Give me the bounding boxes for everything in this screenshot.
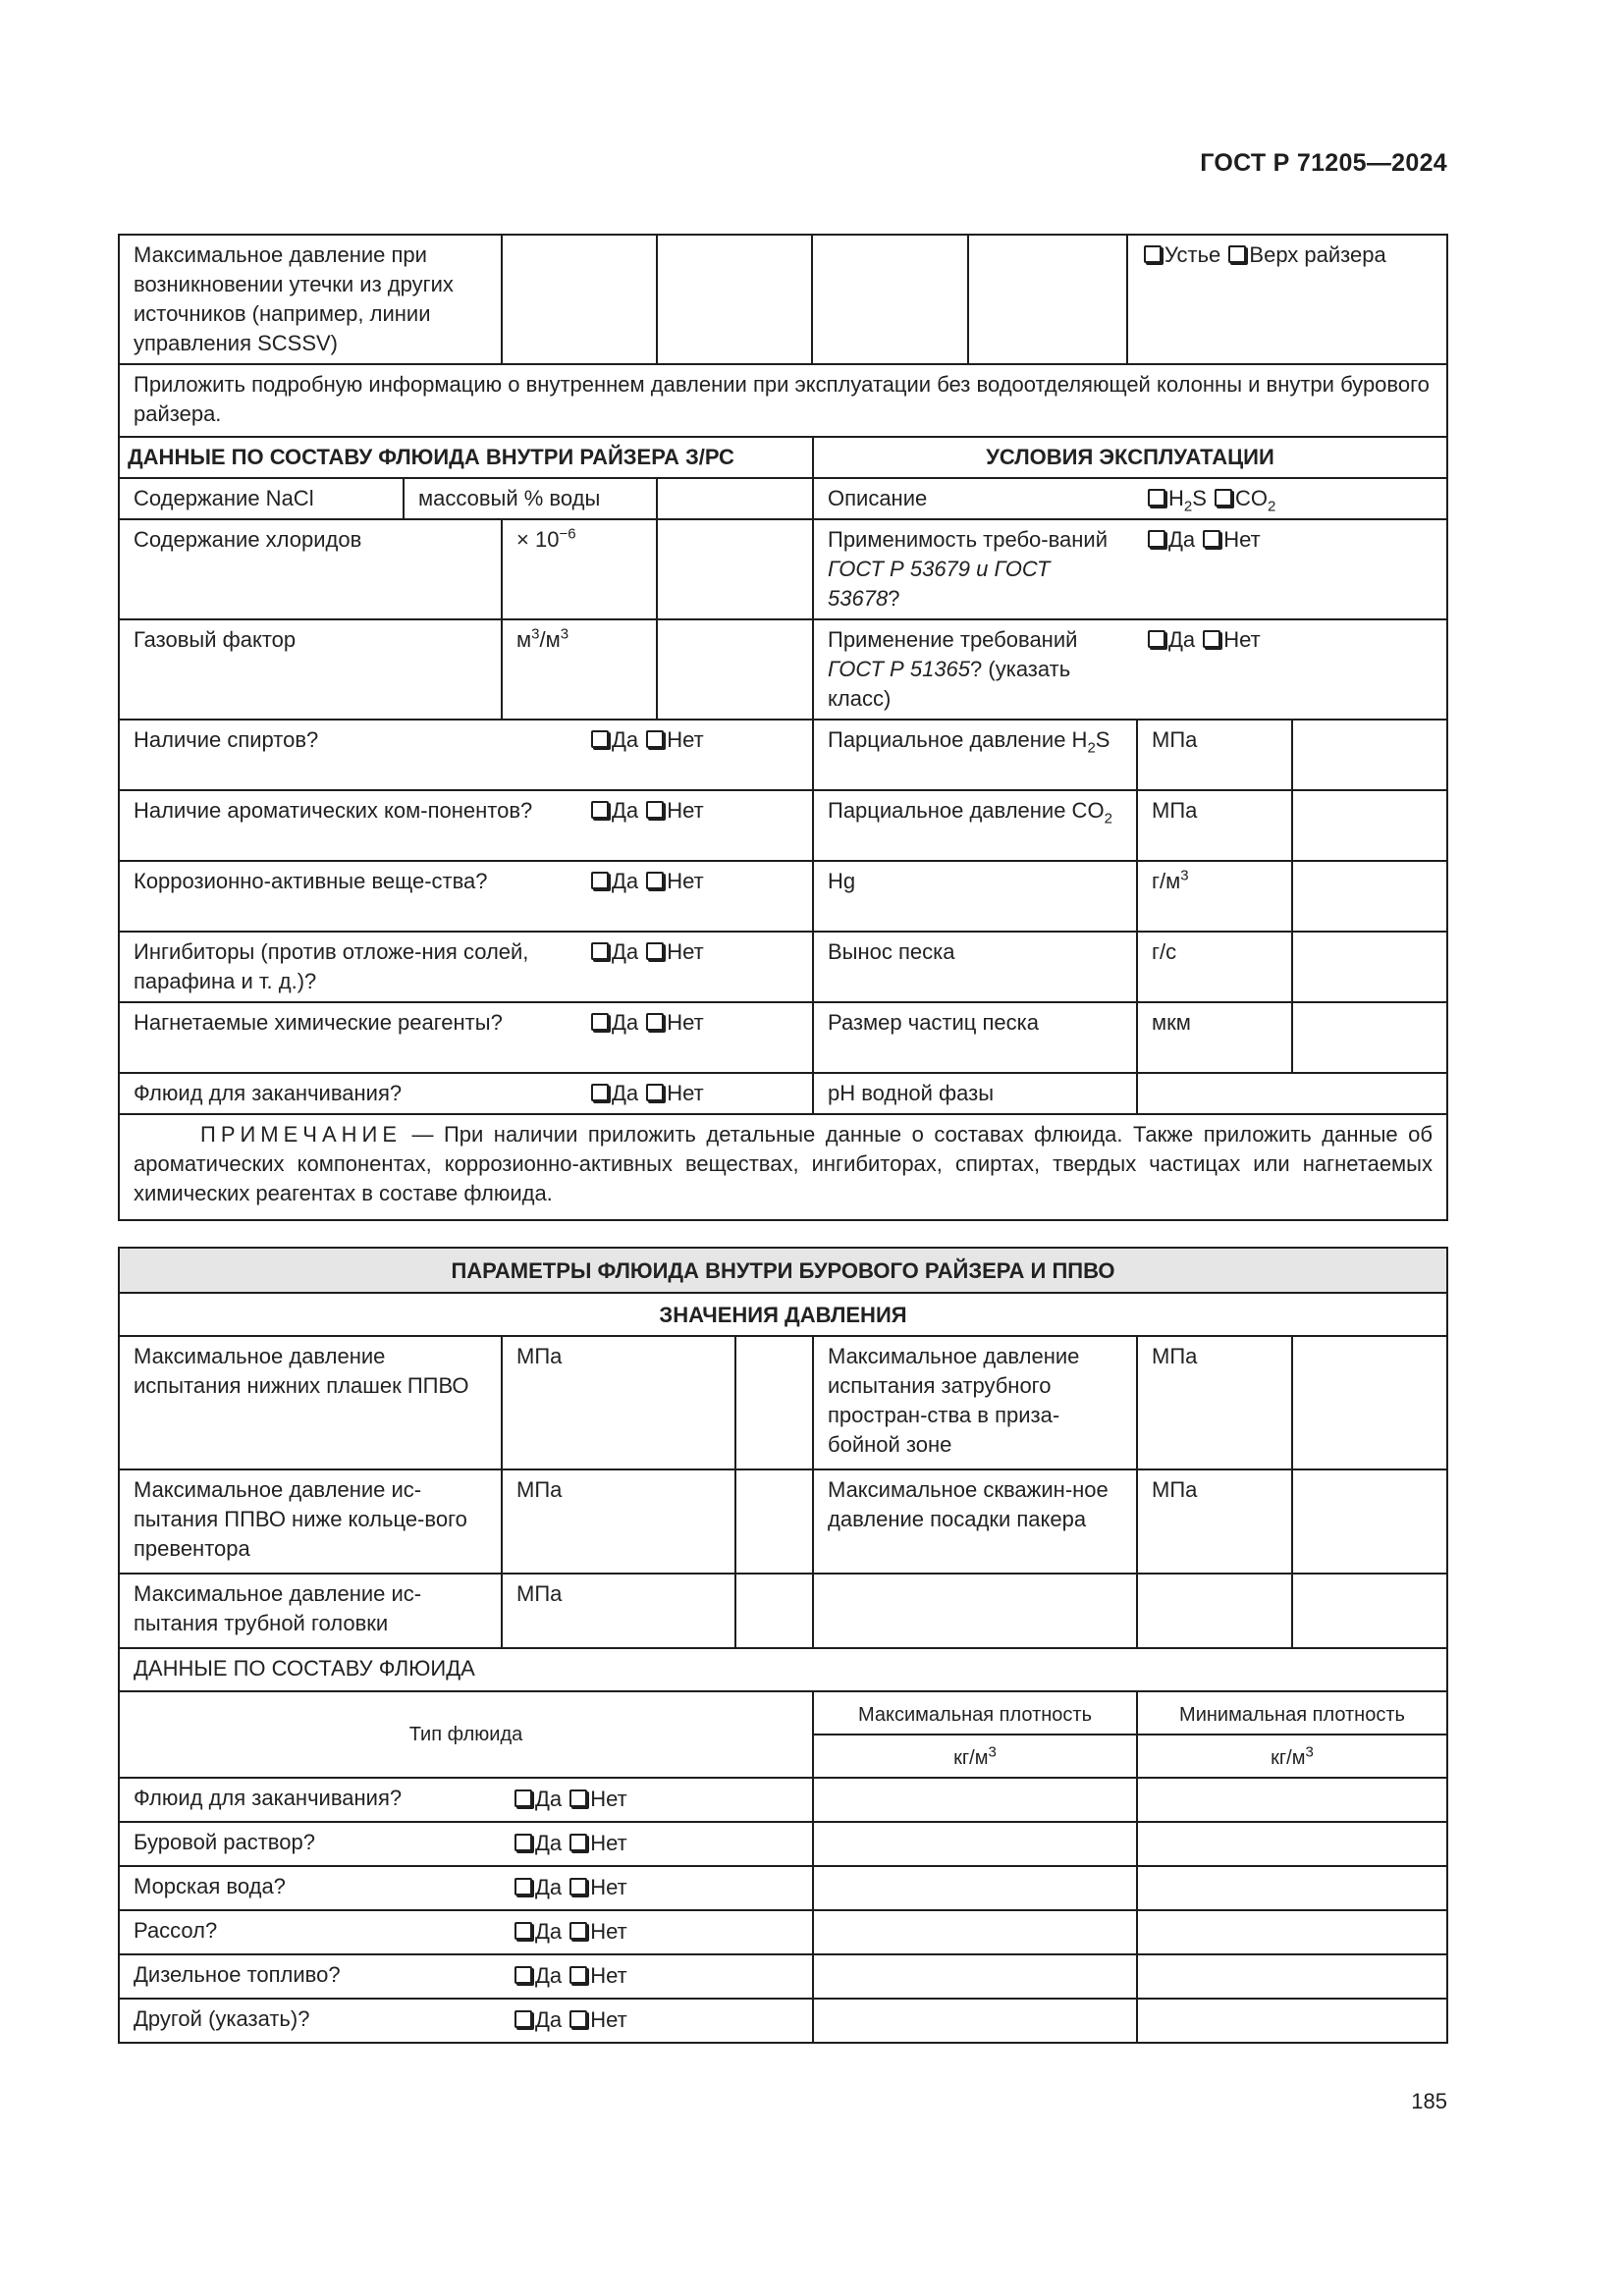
min-density-value[interactable] — [1136, 1865, 1448, 1911]
pressure-label: Максимальное давление испытания нижних плашек ППВО — [118, 1335, 503, 1470]
question-row: Флюид для заканчивания? — [118, 1072, 814, 1115]
chlorides-value[interactable] — [656, 518, 814, 620]
option-co2[interactable]: $CO_2$ — [1213, 486, 1275, 510]
gas-factor-unit: $м^3/м^3$ — [501, 618, 658, 721]
pressure-label: Максимальное скважин-ное давление посадки пакера — [812, 1468, 1138, 1575]
checkbox-icon[interactable] — [569, 1834, 587, 1851]
option-yes[interactable]: Да — [513, 1831, 562, 1855]
checkbox-icon[interactable] — [1144, 245, 1162, 263]
checkbox-icon[interactable] — [514, 2010, 532, 2028]
param-unit: мкм — [1136, 1001, 1293, 1074]
yes-no-options — [589, 1008, 704, 1038]
option-no[interactable]: Нет — [644, 798, 703, 823]
nacl-label: Содержание NaCl — [118, 477, 405, 520]
checkbox-icon[interactable] — [591, 1013, 609, 1031]
checkbox-icon[interactable] — [1203, 630, 1220, 648]
option-no[interactable]: Нет — [644, 939, 703, 964]
param-unit: $г/м^3$ — [1136, 860, 1293, 933]
option-yes[interactable]: Да — [589, 869, 638, 893]
checkbox-icon[interactable] — [646, 730, 664, 748]
max-density-value[interactable] — [812, 1998, 1138, 2044]
pressure-unit: МПа — [1136, 1468, 1293, 1575]
checkbox-icon[interactable] — [514, 1834, 532, 1851]
description-options — [1146, 484, 1275, 513]
leak-value-2[interactable] — [656, 234, 813, 365]
checkbox-icon[interactable] — [1215, 489, 1232, 507]
param-value[interactable] — [1291, 1001, 1448, 1074]
chlorides-label: Содержание хлоридов — [118, 518, 503, 620]
min-density-value[interactable] — [1136, 1953, 1448, 2000]
leak-location-options — [1126, 234, 1448, 365]
composition-title: ДАННЫЕ ПО СОСТАВУ ФЛЮИДА — [118, 1647, 1448, 1692]
fluid-row: Флюид для заканчивания? — [118, 1777, 814, 1823]
fluid-row: Дизельное топливо? — [118, 1953, 814, 2000]
option-no[interactable]: Нет — [644, 869, 703, 893]
min-density-value[interactable] — [1136, 1777, 1448, 1823]
yes-no-options — [513, 1873, 627, 1902]
note-block: ПРИМЕЧАНИЕ — При наличии приложить детальные данные о составах флюида. Также приложить данные об ароматических компонентах, коррозионно-активных веществах, ингибиторах, спиртах, твердых частицах или нагнетаемых химических реагентах в составе флюида. — [118, 1113, 1448, 1221]
question-row: Нагнетаемые химические реагенты? — [118, 1001, 814, 1074]
nacl-unit: массовый % воды — [403, 477, 658, 520]
min-density-value[interactable] — [1136, 1998, 1448, 2044]
checkbox-icon[interactable] — [569, 1878, 587, 1896]
option-yes[interactable]: Да — [589, 798, 638, 823]
param-label: Парциальное давление $H_2S$ — [812, 719, 1138, 791]
pressure-label[interactable] — [812, 1573, 1138, 1649]
leak-value-3[interactable] — [811, 234, 969, 365]
checkbox-icon[interactable] — [591, 1084, 609, 1101]
yes-no-options — [513, 1785, 627, 1814]
checkbox-icon[interactable] — [646, 942, 664, 960]
checkbox-icon[interactable] — [591, 801, 609, 819]
document-code: ГОСТ Р 71205—2024 — [1200, 149, 1447, 177]
pressure-value[interactable] — [1291, 1335, 1448, 1470]
col-fluid-type: Тип флюида — [118, 1690, 814, 1779]
chlorides-unit: × $10^{-6}$ — [501, 518, 658, 620]
param-unit: МПа — [1136, 719, 1293, 791]
yes-no-options — [513, 2005, 627, 2035]
description-label: Описание — [812, 477, 1448, 520]
max-density-value[interactable] — [812, 1777, 1138, 1823]
fluid-row: Буровой раствор? — [118, 1821, 814, 1867]
option-yes[interactable]: Да — [1146, 527, 1195, 552]
param-label: Парциальное давление $CO_2$ — [812, 789, 1138, 862]
param-value[interactable] — [1291, 931, 1448, 1003]
checkbox-icon[interactable] — [569, 1966, 587, 1984]
checkbox-icon[interactable] — [1148, 630, 1165, 648]
pressure-value[interactable] — [734, 1468, 814, 1575]
yes-no-options — [513, 1961, 627, 1991]
fluid-row: Рассол? — [118, 1909, 814, 1955]
question-row: Коррозионно-активные веще-ства? — [118, 860, 814, 933]
pressure-unit: МПа — [1136, 1335, 1293, 1470]
option-no[interactable]: Нет — [568, 1963, 626, 1988]
yes-no-options — [589, 1079, 704, 1108]
leak-pressure-label: Максимальное давление при возникновении утечки из других источников (например, линии управления SCSSV) — [118, 234, 503, 365]
yes-no-options — [513, 1829, 627, 1858]
option-no[interactable]: Нет — [1201, 527, 1260, 552]
option-no[interactable]: Нет — [1201, 627, 1260, 652]
option-no[interactable]: Нет — [568, 1831, 626, 1855]
param-label: Hg — [812, 860, 1138, 933]
option-yes[interactable]: Да — [513, 1919, 562, 1944]
param-value[interactable] — [1291, 789, 1448, 862]
max-density-value[interactable] — [812, 1821, 1138, 1867]
col-max-density: Максимальная плотность — [812, 1690, 1138, 1735]
min-density-unit: $кг/м^3$ — [1136, 1734, 1448, 1779]
param-value[interactable] — [1291, 860, 1448, 933]
max-density-value[interactable] — [812, 1953, 1138, 2000]
pressure-value[interactable] — [1291, 1573, 1448, 1649]
max-density-value[interactable] — [812, 1909, 1138, 1955]
gas-factor-value[interactable] — [656, 618, 814, 721]
applicability-row: Применимость требо-ваний ГОСТ Р 53679 и ГОСТ 53678? — [812, 518, 1448, 620]
question-row: Наличие спиртов? — [118, 719, 814, 791]
option-yes[interactable]: Да — [589, 939, 638, 964]
gas-factor-label: Газовый фактор — [118, 618, 503, 721]
checkbox-icon[interactable] — [591, 730, 609, 748]
nacl-value[interactable] — [656, 477, 814, 520]
note-title: ПРИМЕЧАНИЕ — [200, 1122, 403, 1147]
checkbox-icon[interactable] — [514, 1878, 532, 1896]
checkbox-icon[interactable] — [1148, 530, 1165, 548]
option-no[interactable]: Нет — [568, 1787, 626, 1811]
option-no[interactable]: Нет — [568, 1919, 626, 1944]
option-yes[interactable]: Да — [513, 1963, 562, 1988]
min-density-value[interactable] — [1136, 1909, 1448, 1955]
checkbox-icon[interactable] — [514, 1922, 532, 1940]
option-riser-top[interactable]: Верх райзера — [1226, 242, 1385, 267]
note-text: При наличии приложить детальные данные о составах флюида. Также приложить данные об ароматических компонентах, коррозионно-активных веществах, ингибиторах, спиртах, твердых частицах или нагнетаемых химических реагентах в составе флюида. — [134, 1122, 1433, 1205]
pressure-unit[interactable] — [1136, 1573, 1293, 1649]
checkbox-icon[interactable] — [569, 2010, 587, 2028]
checkbox-icon[interactable] — [1148, 489, 1165, 507]
yes-no-options — [589, 725, 704, 755]
option-no[interactable]: Нет — [644, 1081, 703, 1105]
option-no[interactable]: Нет — [644, 727, 703, 752]
option-yes[interactable]: Да — [589, 1081, 638, 1105]
param-label: pH водной фазы — [812, 1072, 1138, 1115]
attach-info-note: Приложить подробную информацию о внутреннем давлении при эксплуатации без водоотделяющей колонны и внутри бурового райзера. — [118, 363, 1448, 438]
applicability-options — [1146, 525, 1261, 555]
leak-value-4[interactable] — [967, 234, 1128, 365]
max-density-unit: $кг/м^3$ — [812, 1734, 1138, 1779]
option-yes[interactable]: Да — [589, 1010, 638, 1035]
checkbox-icon[interactable] — [646, 1084, 664, 1101]
checkbox-icon[interactable] — [646, 801, 664, 819]
option-no[interactable]: Нет — [644, 1010, 703, 1035]
question-row: Ингибиторы (против отложе-ния солей, парафина и т. д.)? — [118, 931, 814, 1003]
param-label: Размер частиц песка — [812, 1001, 1138, 1074]
pressure-value[interactable] — [734, 1335, 814, 1470]
param-value[interactable] — [1136, 1072, 1448, 1115]
pressure-label: Максимальное давление испытания затрубного простран-ства в приза-бойной зоне — [812, 1335, 1138, 1470]
pressure-value[interactable] — [734, 1573, 814, 1649]
option-yes[interactable]: Да — [1146, 627, 1195, 652]
pressure-unit: МПа — [501, 1468, 736, 1575]
pressure-label: Максимальное давление ис-пытания трубной головки — [118, 1573, 503, 1649]
max-density-value[interactable] — [812, 1865, 1138, 1911]
question-row: Наличие ароматических ком-понентов? — [118, 789, 814, 862]
fluid-row: Другой (указать)? — [118, 1998, 814, 2044]
yes-no-options — [513, 1917, 627, 1947]
section-title-fluid-composition: ДАННЫЕ ПО СОСТАВУ ФЛЮИДА ВНУТРИ РАЙЗЕРА З/РС — [118, 436, 814, 479]
checkbox-icon[interactable] — [591, 942, 609, 960]
pressure-unit: МПа — [501, 1573, 736, 1649]
param-value[interactable] — [1291, 719, 1448, 791]
yes-no-options — [589, 867, 704, 896]
bottom-table-title: ПАРАМЕТРЫ ФЛЮИДА ВНУТРИ БУРОВОГО РАЙЗЕРА И ППВО — [118, 1247, 1448, 1294]
checkbox-icon[interactable] — [646, 1013, 664, 1031]
col-min-density: Минимальная плотность — [1136, 1690, 1448, 1735]
param-unit: г/с — [1136, 931, 1293, 1003]
option-yes[interactable]: Да — [513, 2007, 562, 2032]
checkbox-icon[interactable] — [569, 1922, 587, 1940]
leak-value-1[interactable] — [501, 234, 658, 365]
min-density-value[interactable] — [1136, 1821, 1448, 1867]
checkbox-icon[interactable] — [1228, 245, 1246, 263]
checkbox-icon[interactable] — [514, 1789, 532, 1807]
application-options — [1146, 625, 1261, 655]
param-label: Вынос песка — [812, 931, 1138, 1003]
pressure-values-subtitle: ЗНАЧЕНИЯ ДАВЛЕНИЯ — [118, 1292, 1448, 1337]
application-row: Применение требований ГОСТ Р 51365? (указать класс) — [812, 618, 1448, 721]
yes-no-options — [589, 937, 704, 967]
option-no[interactable]: Нет — [568, 1875, 626, 1899]
section-title-operating-conditions: УСЛОВИЯ ЭКСПЛУАТАЦИИ — [812, 436, 1448, 479]
yes-no-options — [589, 796, 704, 826]
checkbox-icon[interactable] — [591, 872, 609, 889]
pressure-unit: МПа — [501, 1335, 736, 1470]
option-no[interactable]: Нет — [568, 2007, 626, 2032]
option-yes[interactable]: Да — [513, 1787, 562, 1811]
checkbox-icon[interactable] — [1203, 530, 1220, 548]
option-yes[interactable]: Да — [589, 727, 638, 752]
option-wellhead[interactable]: Устье — [1142, 242, 1220, 267]
checkbox-icon[interactable] — [569, 1789, 587, 1807]
fluid-row: Морская вода? — [118, 1865, 814, 1911]
pressure-label: Максимальное давление ис-пытания ППВО ниже кольце-вого превентора — [118, 1468, 503, 1575]
pressure-value[interactable] — [1291, 1468, 1448, 1575]
option-yes[interactable]: Да — [513, 1875, 562, 1899]
page-number: 185 — [1411, 2089, 1447, 2113]
checkbox-icon[interactable] — [646, 872, 664, 889]
checkbox-icon[interactable] — [514, 1966, 532, 1984]
param-unit: МПа — [1136, 789, 1293, 862]
option-h2s[interactable]: $H_2S$ — [1146, 486, 1207, 510]
